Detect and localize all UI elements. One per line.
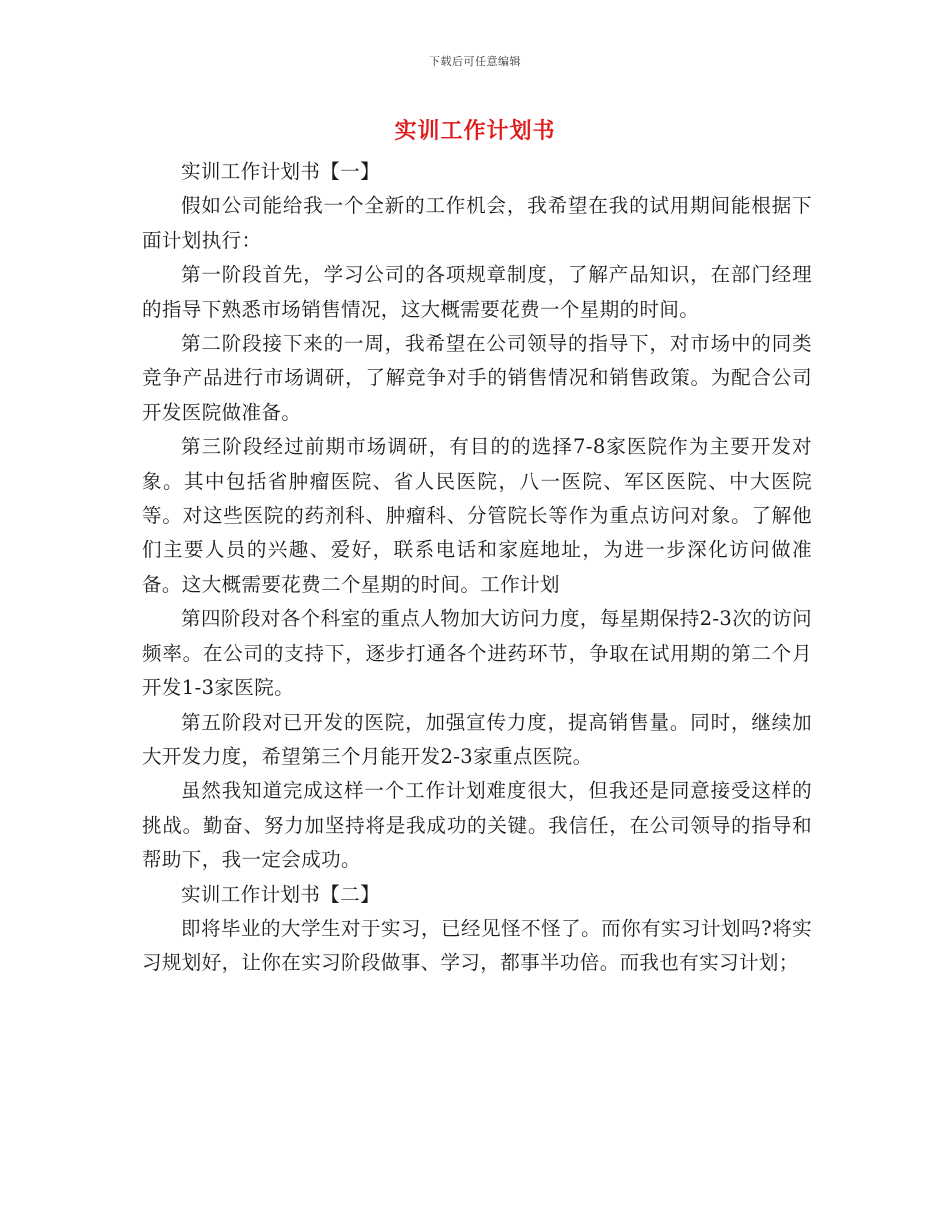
paragraph: 第一阶段首先，学习公司的各项规章制度，了解产品知识，在部门经理的指导下熟悉市场销售情况，这大概需要花费一个星期的时间。 (142, 263, 812, 321)
paragraph: 虽然我知道完成这样一个工作计划难度很大，但我还是同意接受这样的挑战。勤奋、努力加坚持将是我成功的关键。我信任，在公司领导的指导和帮助下，我一定会成功。 (142, 779, 812, 872)
paragraph: 第四阶段对各个科室的重点人物加大访问力度，每星期保持2-3次的访问频率。在公司的支持下，逐步打通各个进药环节，争取在试用期的第二个月开发1-3家医院。 (142, 607, 812, 700)
paragraph: 即将毕业的大学生对于实习，已经见怪不怪了。而你有实习计划吗?将实习规划好，让你在实习阶段做事、学习，都事半功倍。而我也有实习计划； (142, 916, 812, 975)
document-title: 实训工作计划书 (394, 118, 556, 144)
paragraph: 第二阶段接下来的一周，我希望在公司领导的指导下，对市场中的同类竞争产品进行市场调研，了解竞争对手的销售情况和销售政策。为配合公司开发医院做准备。 (142, 332, 812, 424)
document-body (142, 155, 812, 981)
paragraph: 假如公司能给我一个全新的工作机会，我希望在我的试用期间能根据下面计划执行： (142, 194, 812, 252)
paragraph: 第五阶段对已开发的医院，加强宣传力度，提高销售量。同时，继续加大开发力度，希望第三个月能开发2-3家重点医院。 (142, 710, 812, 768)
section-heading-2: 实训工作计划书【二】 (181, 882, 381, 906)
paragraph: 第三阶段经过前期市场调研，有目的的选择7-8家医院作为主要开发对象。其中包括省肿瘤医院、省人民医院，八一医院、军区医院、中大医院等。对这些医院的药剂科、肿瘤科、分管院长等作为重点访问对象。了解他们主要人员的兴趣、爱好，联系电话和家庭地址，为进一步深化访问做准备。这大概需要花费二个星期的时间。工作计划 (142, 435, 812, 596)
header-note: 下载后可任意编辑 (429, 55, 521, 68)
section-heading-1: 实训工作计划书【一】 (181, 160, 381, 183)
